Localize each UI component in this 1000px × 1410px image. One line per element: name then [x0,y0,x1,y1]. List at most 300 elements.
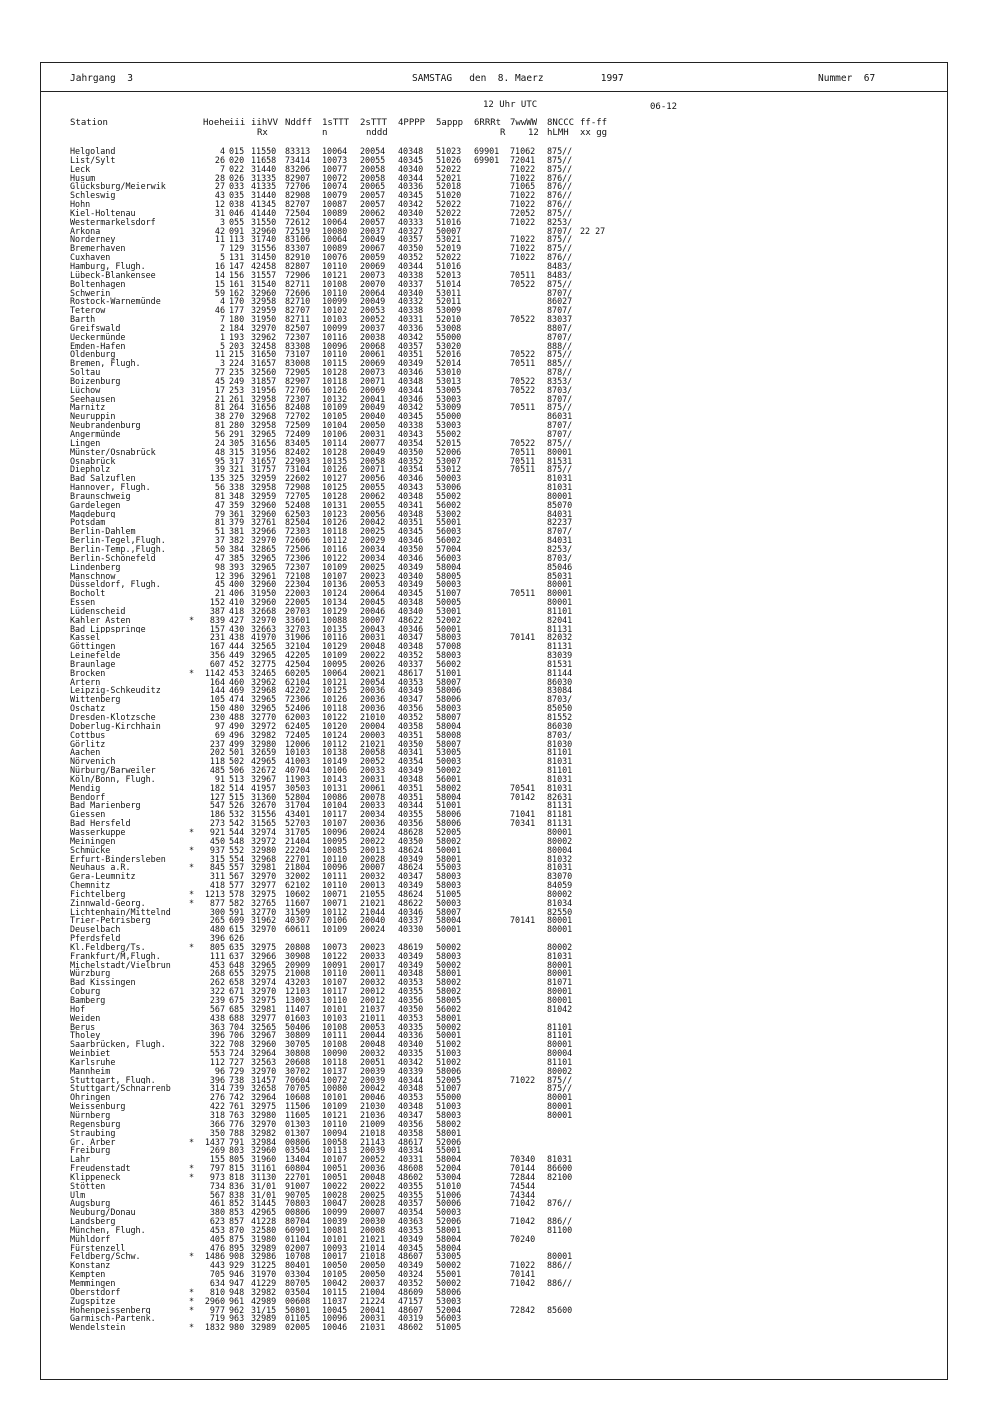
station-name: Berlin-Tegel,Flugh. [70,536,166,545]
sappp-cell: 55001 [436,1269,462,1280]
sappp-cell: 53006 [436,482,462,493]
mountain-marker: * [189,1304,195,1315]
ihvv-cell: 32980 [251,844,277,855]
hoehe-cell: 322 [209,986,225,997]
table-row [0,969,1000,978]
table-row [0,306,1000,315]
nddff-cell: 72705 [285,490,311,501]
nddff-cell: 82910 [285,252,311,263]
hoehe-cell: 315 [209,853,225,864]
ihvv-cell: 32989 [251,1322,277,1333]
pppp-cell: 40349 [398,950,424,961]
hoehe-cell: 69 [214,729,225,740]
iii-cell: 526 [229,800,245,811]
table-row [0,1138,1000,1147]
sappp-cell: 52016 [436,349,462,360]
mountain-marker: * [189,888,195,899]
table-row [0,793,1000,802]
pppp-cell: 40319 [398,1313,424,1324]
ncc-cell: 886// [547,1278,573,1288]
iii-cell: 591 [229,906,245,917]
pppp-cell: 40348 [398,597,424,608]
sappp-cell: 55000 [436,411,462,422]
t1-cell: 10109 [322,1101,348,1112]
ihvv-cell: 31225 [251,1260,277,1271]
station-name: Marnitz [70,403,106,413]
station-name: Öhringen [70,1093,111,1103]
iii-cell: 224 [229,358,245,369]
sappp-cell: 58004 [436,720,462,731]
ihvv-cell: 31540 [251,278,277,289]
table-row [0,421,1000,430]
iii-cell: 396 [229,570,245,581]
station-name: Nörvenich [70,757,116,767]
table-row [0,1279,1000,1288]
sappp-cell: 51007 [436,588,462,599]
ihvv-cell: 32959 [251,305,277,316]
hoehe-cell: 105 [209,694,225,705]
hoehe-cell: 877 [209,897,225,908]
iii-cell: 338 [229,482,245,493]
sappp-cell: 52019 [436,243,462,254]
ihvv-cell: 32658 [251,1083,277,1094]
table-row [0,377,1000,386]
ww-cell: 71022 [510,234,536,245]
iii-cell: 542 [229,818,245,829]
station-name: Bamberg [70,996,106,1005]
nddff-cell: 72306 [285,552,311,563]
ncc-cell: 84031 [547,508,573,519]
pppp-cell: 40344 [398,260,424,271]
nddff-cell: 82807 [285,260,311,271]
pppp-cell: 40357 [398,234,424,245]
t2-cell: 20055 [360,482,386,493]
station-name: Leinefelde [70,651,121,660]
t1-cell: 10118 [322,375,348,386]
hoehe-cell: 24 [214,437,225,448]
iii-cell: 727 [229,1056,245,1067]
station-name: Oberstdorf [70,1287,121,1297]
t1-cell: 10121 [322,676,348,687]
station-name: Kiel-Holtenau [70,208,136,218]
header-rule [40,91,948,92]
pppp-cell: 40344 [398,172,424,183]
station-name: Weiden [70,1013,101,1023]
iii-cell: 264 [229,402,245,413]
t2-cell: 20031 [360,632,386,643]
t2-cell: 20036 [360,703,386,714]
pppp-cell: 40346 [398,367,424,378]
iii-cell: 544 [229,826,245,837]
ncc-cell: 82041 [547,614,573,625]
pppp-cell: 40332 [398,296,424,307]
nddff-cell: 72706 [285,384,311,395]
ff-cell: 22 27 [580,225,606,236]
pppp-cell: 40340 [398,207,424,218]
ncc-cell: 80002 [547,1065,573,1076]
ncc-cell: 81071 [547,977,573,988]
table-row [0,1049,1000,1058]
pppp-cell: 48617 [398,1136,424,1147]
ihvv-cell: 32770 [251,906,277,917]
ncc-cell: 81131 [547,623,573,634]
table-row [0,722,1000,731]
mountain-marker: * [189,1251,195,1262]
ihvv-cell: 32865 [251,543,277,554]
hoehe-cell: 50 [214,543,225,554]
nddff-cell: 62003 [285,712,311,722]
table-row [0,572,1000,581]
hoehe-cell: 322 [209,1039,225,1050]
sappp-cell: 58002 [436,977,462,988]
t1-cell: 10017 [322,1251,348,1262]
sappp-cell: 56001 [436,773,462,784]
ihvv-cell: 32965 [251,703,277,714]
nddff-cell: 31704 [285,800,311,811]
ncc-cell: 886// [547,1260,573,1271]
station-name: Hohn [70,200,91,209]
ncc-cell: 876// [547,181,573,192]
station-name: Lingen [70,438,101,448]
ncc-cell: 80001 [547,1251,573,1262]
nddff-cell: 72706 [285,181,311,192]
station-name: Düsseldorf, Flugh. [70,580,161,590]
nddff-cell: 43401 [285,809,311,820]
station-name: Soltau [70,368,101,377]
iii-cell: 091 [229,225,245,236]
ihvv-cell: 31956 [251,446,277,457]
iii-cell: 385 [229,552,245,563]
iii-cell: 460 [229,676,245,687]
ww-cell: 70522 [510,437,536,448]
ihvv-cell: 32960 [251,579,277,590]
sappp-cell: 53012 [436,464,462,475]
ihvv-cell: 32964 [251,1048,277,1059]
nddff-cell: 32002 [285,871,311,882]
sappp-cell: 50002 [436,765,462,776]
table-row [0,1067,1000,1076]
ihvv-cell: 31440 [251,190,277,201]
ncc-cell: 878// [547,367,573,378]
ihvv-cell: 32989 [251,1242,277,1253]
t2-cell: 21031 [360,1322,386,1333]
iii-cell: 361 [229,508,245,519]
mountain-marker: * [189,897,195,908]
nddff-cell: 12103 [285,986,311,997]
ihvv-cell: 32958 [251,393,277,404]
t2-cell: 20054 [360,676,386,687]
t1-cell: 10107 [322,570,348,581]
mountain-marker: * [189,844,195,855]
table-row [0,899,1000,908]
table-row [0,660,1000,669]
ihvv-cell: 31360 [251,791,277,802]
ww-cell: 72842 [510,1304,536,1315]
pppp-cell: 40355 [398,1189,424,1200]
ihvv-cell: 11550 [251,146,277,156]
table-row [0,1288,1000,1297]
ihvv-cell: 32965 [251,429,277,439]
iii-cell: 947 [229,1278,245,1288]
t2-cell: 20057 [360,190,386,201]
station-name: Neuhaus a.R. [70,863,131,873]
ww-cell: 71022 [510,243,536,254]
iii-cell: 203 [229,340,245,351]
ncc-cell: 875// [547,234,573,245]
table-row [0,740,1000,749]
nddff-cell: 72108 [285,570,311,581]
pppp-cell: 40353 [398,977,424,988]
nddff-cell: 10708 [285,1251,311,1262]
nddff-cell: 01105 [285,1313,311,1324]
hoehe-cell: 1486 [204,1251,225,1262]
station-name: Berlin-Schönefeld [70,553,156,563]
t1-cell: 10121 [322,269,348,280]
station-name: Artern [70,677,101,687]
pppp-cell: 40346 [398,393,424,404]
t1-cell: 10105 [322,1269,348,1280]
t2-cell: 20011 [360,968,386,979]
hoehe-cell: 51 [214,526,225,537]
ihvv-cell: 32965 [251,959,277,970]
station-name: Bad Hersfeld [70,819,131,828]
iii-cell: 317 [229,455,245,466]
pppp-cell: 40347 [398,694,424,705]
t1-cell: 10074 [322,181,348,192]
iii-cell: 055 [229,216,245,227]
t1-cell: 10089 [322,207,348,218]
ihvv-cell: 32970 [251,924,277,935]
table-row [0,1155,1000,1164]
ww-cell: 70141 [510,632,536,643]
iii-cell: 430 [229,623,245,634]
hoehe-cell: 77 [214,367,225,378]
t1-cell: 10093 [322,1242,348,1253]
ihvv-cell: 41957 [251,782,277,793]
pppp-cell: 40342 [398,199,424,210]
t1-cell: 10135 [322,623,348,634]
ww-cell: 70511 [510,402,536,413]
t2-cell: 20062 [360,207,386,218]
sappp-cell: 53009 [436,402,462,413]
ww-cell: 71062 [510,146,536,156]
nddff-cell: 82907 [285,375,311,386]
station-name: Garmisch-Partenk. [70,1314,156,1324]
ihvv-cell: 32989 [251,1313,277,1324]
sappp-cell: 53010 [436,367,462,378]
pppp-cell: 40348 [398,773,424,784]
station-name: Weissenburg [70,1102,126,1111]
t1-cell: 10090 [322,1048,348,1059]
iii-cell: 615 [229,924,245,935]
pppp-cell: 40345 [398,1242,424,1253]
t1-cell: 10109 [322,924,348,935]
t1-cell: 10128 [322,490,348,501]
pppp-cell: 47157 [398,1295,424,1306]
ww-cell: 70142 [510,791,536,802]
sappp-cell: 52011 [436,296,462,307]
pppp-cell: 40351 [398,729,424,740]
ww-cell: 70144 [510,1163,536,1174]
t2-cell: 20046 [360,1092,386,1103]
t1-cell: 10045 [322,1304,348,1315]
nddff-cell: 22701 [285,1171,311,1182]
station-name: Regensburg [70,1119,121,1129]
t1-cell: 10108 [322,1039,348,1050]
ncc-cell: 80001 [547,579,573,590]
station-name: Dresden-Klotzsche [70,713,156,722]
station-name: Berus [70,1022,96,1032]
ihvv-cell: 32974 [251,826,277,837]
hoehe-cell: 45 [214,579,225,590]
sappp-cell: 58004 [436,561,462,572]
ihvv-cell: 11658 [251,154,277,165]
ihvv-cell: 32458 [251,340,277,351]
pppp-cell: 40357 [398,1198,424,1209]
iii-cell: 577 [229,880,245,891]
ihvv-cell: 32967 [251,773,277,784]
pppp-cell: 48608 [398,1163,424,1174]
ww-cell: 71022 [510,199,536,210]
iii-cell: 046 [229,207,245,218]
iii-cell: 908 [229,1251,245,1262]
t2-cell: 20043 [360,623,386,634]
table-row [0,342,1000,351]
station-name: Coburg [70,987,101,996]
t2-cell: 20028 [360,1198,386,1209]
nddff-cell: 72409 [285,429,311,439]
ihvv-cell: 32958 [251,482,277,493]
t2-cell: 20039 [360,1145,386,1156]
t2-cell: 20050 [360,1260,386,1271]
nddff-cell: 52408 [285,499,311,510]
t1-cell: 10073 [322,154,348,165]
ncc-cell: 84031 [547,535,573,546]
iii-cell: 567 [229,871,245,882]
sappp-cell: 53003 [436,393,462,404]
t1-cell: 10104 [322,420,348,431]
table-row [0,518,1000,527]
pppp-cell: 40335 [398,1021,424,1032]
table-row [0,1058,1000,1067]
hoehe-cell: 396 [209,1074,225,1085]
ihvv-cell: 31960 [251,1154,277,1165]
station-name: Magdeburg [70,509,116,519]
station-name: Cottbus [70,730,106,740]
iii-cell: 129 [229,243,245,254]
mountain-marker: * [189,862,195,873]
sappp-cell: 58002 [436,986,462,997]
jahrgang-label: Jahrgang 3 [70,73,133,84]
hoehe-cell: 118 [209,756,225,767]
iii-cell: 582 [229,897,245,908]
nddff-cell: 30503 [285,782,311,793]
pppp-cell: 40341 [398,747,424,758]
t2-cell: 20049 [360,402,386,413]
sappp-cell: 52021 [436,172,462,183]
table-row [0,218,1000,227]
ihvv-cell: 32965 [251,694,277,705]
ncc-cell: 876// [547,172,573,183]
ncc-cell: 8707/ [547,331,573,342]
t2-cell: 21018 [360,1251,386,1262]
hoehe-cell: 14 [214,269,225,280]
ihvv-cell: 32982 [251,1127,277,1138]
t2-cell: 20024 [360,826,386,837]
station-name: Schleswig [70,191,116,201]
t2-cell: 20069 [360,260,386,271]
t1-cell: 10047 [322,1198,348,1209]
sappp-cell: 58008 [436,729,462,740]
ncc-cell: 80001 [547,1101,573,1112]
table-row [0,625,1000,634]
hoehe-cell: 21 [214,588,225,599]
t1-cell: 10050 [322,1260,348,1271]
station-name: Münster/Osnabrück [70,447,156,457]
station-name: Barth [70,315,96,324]
col-t1-sub: n [322,128,328,138]
table-row [0,1226,1000,1235]
table-row [0,439,1000,448]
hoehe-cell: 39 [214,464,225,475]
t1-cell: 10121 [322,1109,348,1120]
sappp-cell: 51007 [436,1083,462,1094]
t1-cell: 10099 [322,296,348,307]
station-name: Emden-Hafen [70,341,126,351]
nddff-cell: 83008 [285,358,311,369]
sappp-cell: 52006 [436,446,462,457]
ncc-cell: 80001 [547,1092,573,1103]
iii-cell: 739 [229,1083,245,1094]
table-row [0,1093,1000,1102]
t1-cell: 10128 [322,367,348,378]
station-name: Bad Salzuflen [70,474,136,484]
pppp-cell: 40349 [398,1233,424,1244]
hoehe-cell: 7 [219,163,225,174]
t2-cell: 20036 [360,694,386,705]
hoehe-cell: 845 [209,862,225,873]
hoehe-cell: 273 [209,818,225,829]
station-name: Seehausen [70,394,116,404]
col-station: Station [70,118,108,128]
station-name: Fichtelberg [70,889,126,899]
iii-cell: 895 [229,1242,245,1253]
t1-cell: 10080 [322,225,348,236]
ncc-cell: 81531 [547,455,573,466]
ihvv-cell: 32977 [251,880,277,891]
table-row [0,987,1000,996]
pppp-cell: 48609 [398,1286,424,1297]
table-row [0,1270,1000,1279]
sappp-cell: 52004 [436,1163,462,1174]
t1-cell: 10120 [322,720,348,731]
iii-cell: 113 [229,234,245,245]
pppp-cell: 40349 [398,685,424,696]
ncc-cell: 80001 [547,446,573,457]
sappp-cell: 51014 [436,278,462,289]
t1-cell: 10094 [322,1127,348,1138]
ncc-cell: 81042 [547,1003,573,1014]
iii-cell: 359 [229,499,245,510]
station-name: Bremerhaven [70,244,126,254]
pppp-cell: 40356 [398,1118,424,1129]
table-row [0,235,1000,244]
t1-cell: 10096 [322,826,348,837]
t1-cell: 10103 [322,1012,348,1023]
t2-cell: 20062 [360,490,386,501]
sappp-cell: 51002 [436,1056,462,1067]
ihvv-cell: 42458 [251,260,277,271]
